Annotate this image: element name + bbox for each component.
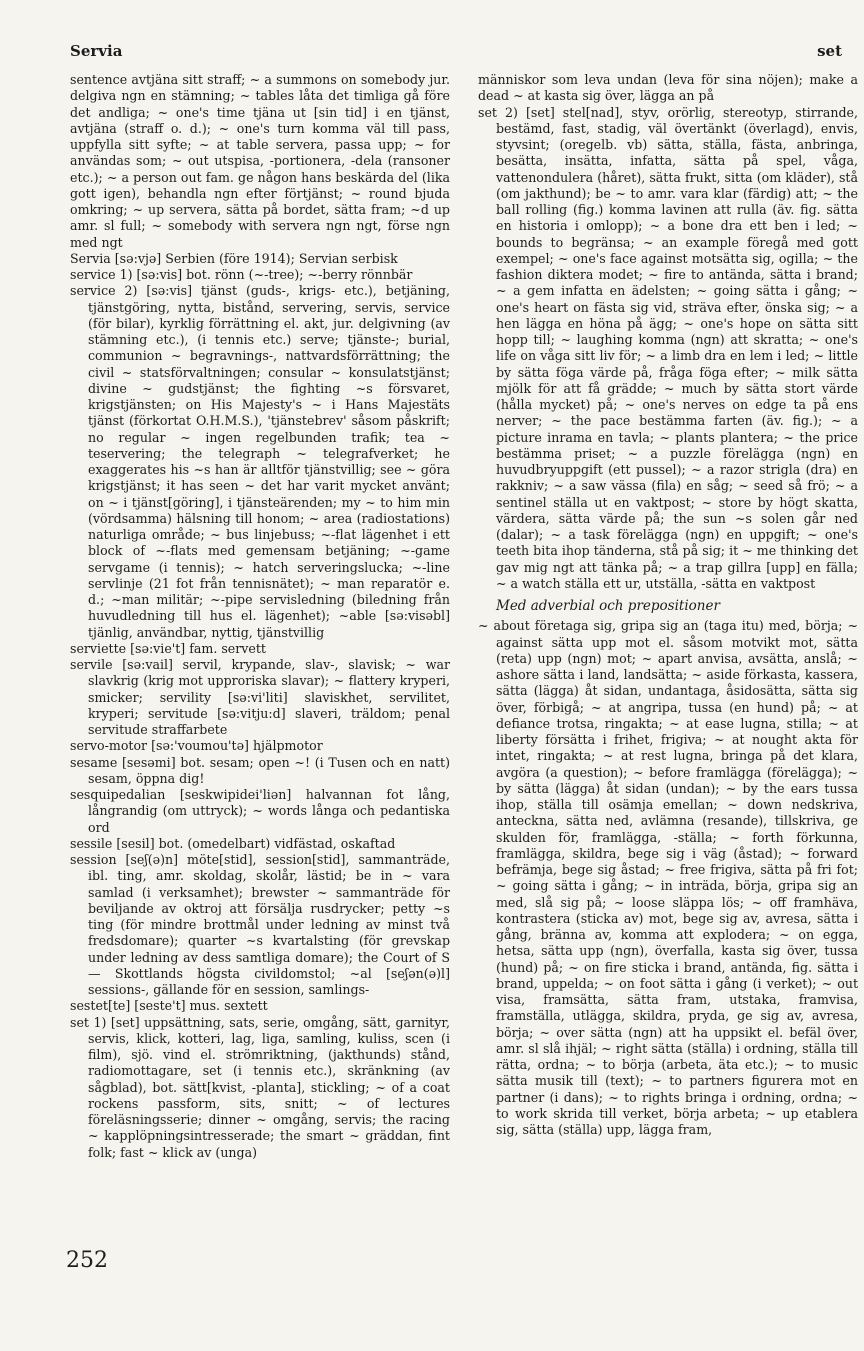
dictionary-entry: Servia [sə:vjə] Serbien (före 1914); Servian serbisk (70, 250, 398, 266)
dictionary-entry: service 1) [sə:vis] bot. rönn (~-tree); ~-berry rönnbär (70, 267, 413, 282)
dictionary-entry: sestet[te] [seste't] mus. sextett (70, 998, 268, 1014)
dictionary-entry: serviette [sə:vie't] fam. servett (70, 640, 266, 656)
dictionary-entry: service 2) [sə:vis] tjänst (guds-, krigs- etc.), betjäning, tjänstgöring, nytta, bistånd, servering, servis, service (för bilar), kyrklig förrättning el. akt, jur. delgivning (av stämning etc.), (i tennis etc.) serve; tjänste-; burial, communion ~ begravnings-, nattvardsförrättning; the civil ~ statsförvaltningen; consular ~ konsulatstjänst; divine ~ gudstjänst; the fighting ~s försvaret, krigstjänsten; on His Majesty's ~ i Hans Majestäts tjänst (förkortat O.H.M.S.), 'tjänstebrev' såsom påskrift; no regular ~ ingen regelbunden trafik; tea ~ teservering; the telegraph ~ telegrafverket; he exaggerates his ~s han är alltför tjänstvillig; see ~ göra krigstjänst; it has seen ~ det har varit mycket använt; on ~ i tjänst[göring], i tjänsteärenden; my ~ to him min (vördsamma) hälsning till honom; ~ area (radiostations) naturliga område; ~ bus linjebuss; ~-flat lägenhet i ett block of ~-flats med gemensam betjäning; ~-game servgame (i tennis); ~ hatch serveringslucka; ~-line servlinje (21 fot från tennisnätet); ~ man reparatör e. d.; ~man militär; ~-pipe servisledning (biledning från huvudledning till hus el. lägenhet); ~able [sə:visəbl] tjänlig, användbar, nyttig, tjänstvillig (70, 283, 450, 640)
entry-continuation: sentence avtjäna sitt straff; ~ a summons on somebody jur. delgiva ngn en stämning; ~ tables låta det timliga gå före det andliga; ~ one's time tjäna ut [sin tid] i en tjänst, avtjäna (straff o. d.); ~ one's turn komma väl till pass, uppfylla sitt syfte; ~ at table servera, passa upp; ~ for användas som; ~ out utspisa, -portionera, -dela (ransoner etc.); ~ a person out fam. ge någon hans beskärda del (lika gott igen), behandla ngn efter förtjänst; ~ round bjuda omkring; ~ up servera, sätta på bordet, sätta fram; ~d up amr. sl full; ~ somebody with servera ngn ngt, förse ngn med ngt (70, 72, 450, 250)
dictionary-entry: set 2) [set] stel[nad], styv, orörlig, stereotyp, stirrande, bestämd, fast, stadig, väl övertänkt (överlagd), envis, styvsint; (oregelb. vb) sätta, ställa, fästa, anbringa, besätta, insätta, infatta, sätta på spel, våga, vattenondulera (håret), sätta frukt, sitta (om kläder), stå (om jakthund); be ~ to amr. vara klar (färdig) att; ~ the ball rolling (fig.) komma lavinen att rulla (äv. fig. sätta en historia i omlopp); ~ a bone dra ett ben i led; ~ bounds to begränsa; ~ an example föregå med gott exempel; ~ one's face against motsätta sig, ogilla; ~ the fashion diktera modet; ~ fire to antända, sätta i brand; ~ a gem infatta en ädelsten; ~ going sätta i gång; ~ one's heart on fästa sig vid, sträva efter, önska sig; ~ a hen lägga en höna på ägg; ~ one's hope on sätta sitt hopp till; ~ laughing komma (ngn) att skratta; ~ one's life on våga sitt liv för; ~ a limb dra en lem i led; ~ little by sätta föga värde på, fråga föga efter; ~ milk sätta mjölk för att få grädde; ~ much by sätta stort värde (hålla mycket) på; ~ one's nerves on edge ta på ens nerver; ~ the pace bestämma farten (äv. fig.); ~ a picture inrama en tavla; ~ plants plantera; ~ the price bestämma priset; ~ a puzzle förelägga (ngn) en huvudbryuppgift (ett pussel); ~ a razor strigla (dra) en rakkniv; ~ a saw vässa (fila) en såg; ~ seed så frö; ~ a sentinel ställa ut en vaktpost; ~ store by högt skatta, värdera, sätta värde på; the sun ~s solen går ned (dalar); ~ a task förelägga (ngn) en uppgift; ~ one's teeth bita ihop tänderna, stå på sig; it ~ me thinking det gav mig ngt att tänka på; ~ a trap gillra [upp] en fälla; ~ a watch ställa ett ur, utställa, -sätta en vaktpost (478, 104, 858, 591)
dictionary-entry: session [seʃ(ə)n] möte[stid], session[stid], sammanträde, ibl. ting, amr. skoldag, skolår, lästid; be in ~ vara samlad (i verksamhet); brewster ~ sammanträde för beviljande av oktroj att försälja rusdrycker; petty ~s ting (för mindre brottmål under ledning av minst två fredsdomare); quarter ~s kvartalsting (för grevskap under ledning av dess samtliga domare); the Court of S— Skottlands högsta civildomstol; ~al [seʃən(ə)l] sessions-, gällande för en session, samlings- (70, 852, 450, 997)
dictionary-entry: sessile [sesil] bot. (omedelbart) vidfästad, oskaftad (70, 835, 396, 851)
entry-continuation: människor som leva undan (leva för sina nöjen); make a dead ~ at kasta sig över, lägga an på (478, 72, 858, 104)
running-head-left: Servia (70, 42, 123, 60)
right-column (478, 72, 858, 1138)
dictionary-entry: set 1) [set] uppsättning, sats, serie, omgång, sätt, garnityr, servis, klick, kotteri, lag, liga, samling, kuliss, scen (i film), sjö. vind el. strömriktning, (jakthunds) stånd, radiomottagare, set (i tennis etc.), skränkning (av sågblad), bot. sätt[kvist, -planta], stickling; ~ of a coat rockens passform, sits, snitt; ~ of lectures föreläsningsserie; dinner ~ omgång, servis; the racing ~ kapplöpningsintresserade; the smart ~ gräddan, fint folk; fast ~ klick av (unga) (70, 1014, 450, 1160)
section-heading: Med adverbial och prepositioner (496, 598, 720, 614)
left-column (70, 72, 450, 1161)
dictionary-entry: sesame [sesəmi] bot. sesam; open ~! (i Tusen och en natt) sesam, öppna dig! (70, 754, 450, 786)
dictionary-entry: servile [sə:vail] servil, krypande, slav-, slavisk; ~ war slavkrig (krig mot upproriska slavar); ~ flattery kryperi, smicker; servility [sə:vi'liti] slaviskhet, servilitet, kryperi; servitude [sə:vitju:d] slaveri, träldom; penal servitude straffarbete (70, 657, 450, 737)
dictionary-entry: sesquipedalian [seskwipidei'liən] halvannan fot lång, långrandig (om uttryck); ~ words långa och pedantiska ord (70, 787, 450, 835)
running-head-right: set (817, 42, 842, 60)
page-number: 252 (66, 1248, 108, 1273)
dictionary-entry: servo-motor [sə:'voumou'tə] hjälpmotor (70, 738, 323, 754)
dictionary-entry: ~ about företaga sig, gripa sig an (taga itu) med, börja; ~ against sätta upp mot el. såsom motvikt mot, sätta (reta) upp (ngn) mot; ~ apart anvisa, avsätta, anslå; ~ ashore sätta i land, landsätta; ~ aside förkasta, kassera, sätta (lägga) åt sidan, undantaga, åsidosätta, sätta sig över, förbigå; ~ at angripa, tussa (en hund) på; ~ at defiance trotsa, ringakta; ~ at ease lugna, stilla; ~ at liberty försätta i frihet, frigiva; ~ at nought akta för intet, ringakta; ~ at rest lugna, bringa på det klara, avgöra (a question); ~ before framlägga (förelägga); ~ by sätta (lägga) åt sidan (undan); ~ by the ears tussa ihop, ställa till osämja emellan; ~ down nedskriva, anteckna, sätta ned, avlämna (resande), tillskriva, ge skulden för, framlägga, -ställa; ~ forth förkunna, framlägga, skildra, bege sig i väg (åstad); ~ forward befrämja, bege sig åstad; ~ free frigiva, sätta på fri fot; ~ going sätta i gång; ~ in inträda, börja, gripa sig an med, slå sig på; ~ loose släppa lös; ~ off framhäva, kontrastera (sticka av) mot, bege sig av, avresa, sätta i gång, bränna av, komma att explodera; ~ on egga, hetsa, sätta upp (ngn), överfalla, kasta sig över, tussa (hund) på; ~ on fire sticka i brand, antända, fig. sätta i brand, uppelda; ~ on foot sätta i gång (i verket); ~ out visa, framsätta, sätta fram, utstaka, framvisa, framställa, utlägga, skildra, pryda, ge sig av, avresa, börja; ~ over sätta (ngn) att ha uppsikt el. befäl över, amr. sl slå ihjäl; ~ right sätta (ställa) i ordning, ställa till rätta, ordna; ~ to börja (arbeta, äta etc.); ~ to music sätta musik till (text); ~ to partners figurera mot en partner (i dans); ~ to rights bringa i ordning, ordna; ~ to work skrida till verket, börja arbeta; ~ up etablera sig, sätta (ställa) upp, lägga fram, (478, 618, 858, 1137)
